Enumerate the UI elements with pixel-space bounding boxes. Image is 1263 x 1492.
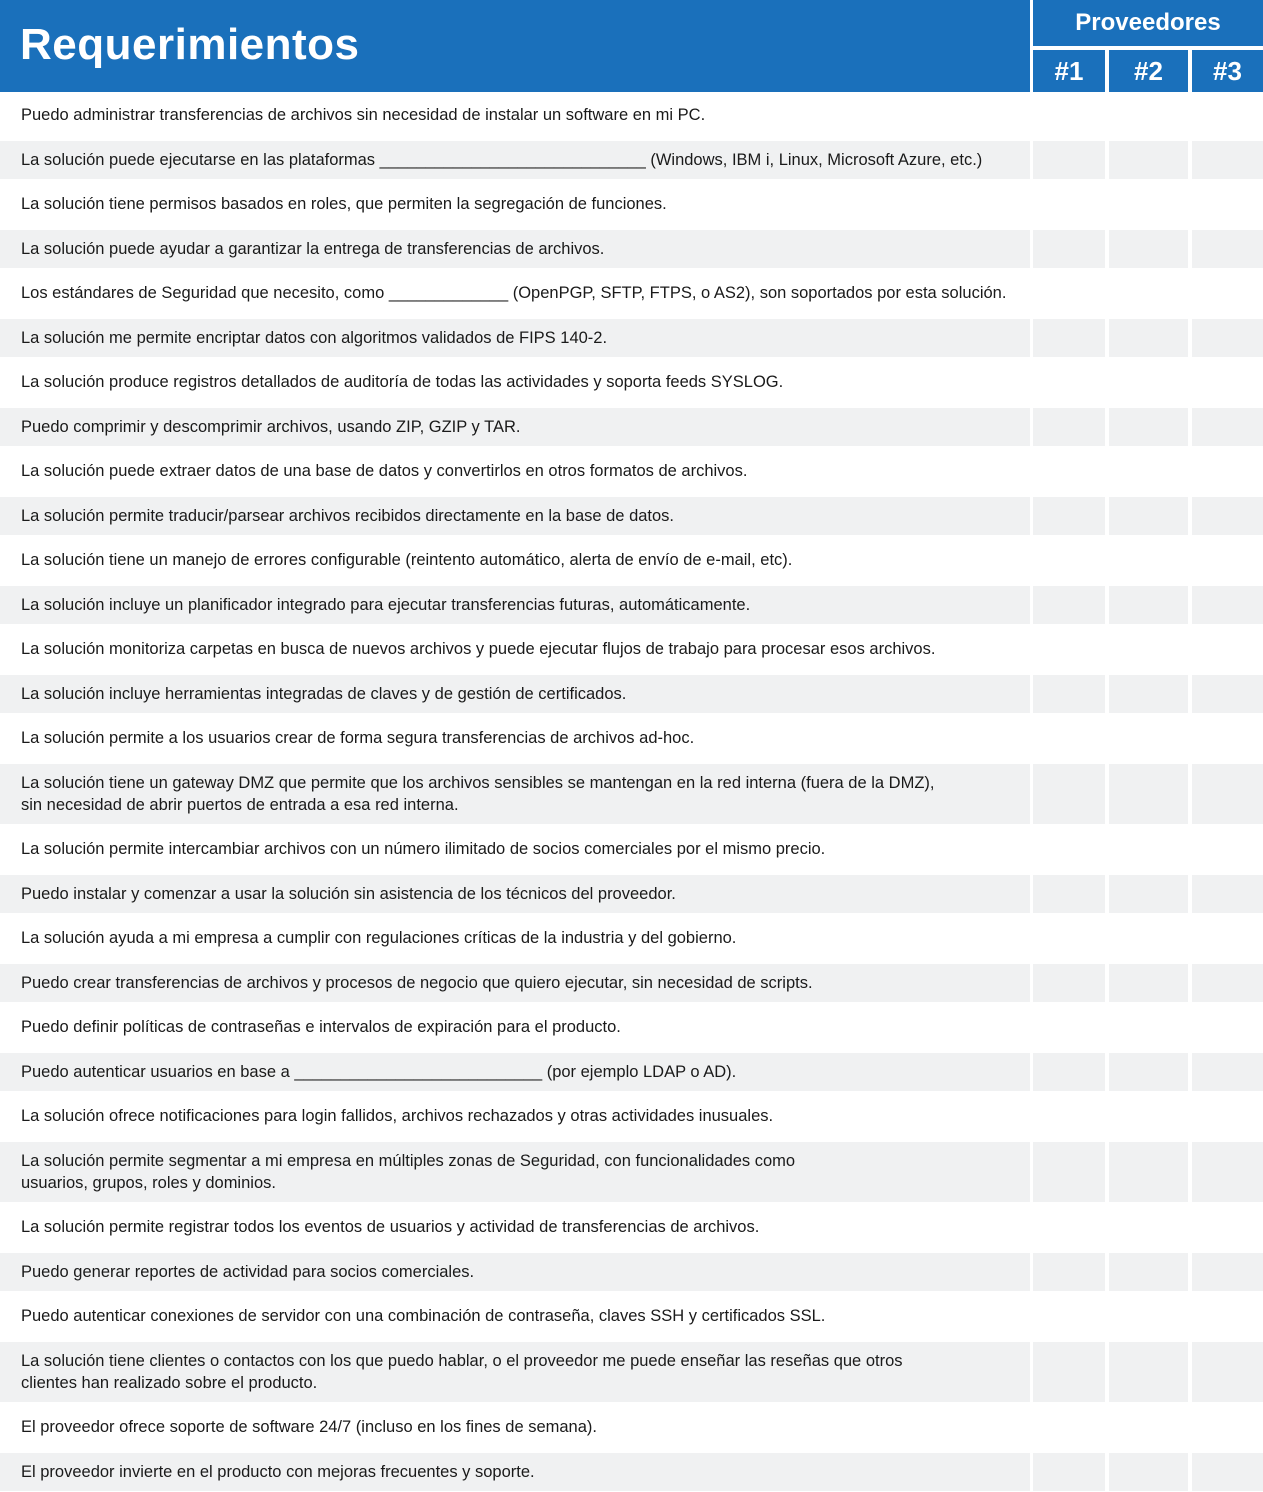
- requirement-text-cell: [0, 1453, 1030, 1491]
- provider-1-check-cell[interactable]: [1033, 675, 1105, 713]
- requirement-text-cell: [0, 319, 1030, 357]
- provider-1-heading: #1: [1033, 50, 1105, 92]
- requirement-row: [0, 675, 1263, 713]
- requirement-text: El proveedor invierte en el producto con mejoras frecuentes y soporte.: [21, 1462, 535, 1481]
- requirement-row: [0, 830, 1263, 868]
- provider-1-check-cell[interactable]: [1033, 964, 1105, 1002]
- requirement-text-cell: [0, 1208, 1030, 1246]
- provider-3-check-cell[interactable]: [1192, 764, 1263, 824]
- requirement-text: La solución incluye herramientas integradas de claves y de gestión de certificados.: [21, 684, 627, 703]
- title-banner: [0, 0, 1030, 92]
- providers-heading: Proveedores: [1033, 0, 1263, 46]
- requirement-text: La solución ofrece notificaciones para login fallidos, archivos rechazados y otras actividades inusuales.: [21, 1107, 774, 1125]
- requirement-row: [0, 1342, 1263, 1402]
- requirement-text: La solución me permite encriptar datos con algoritmos validados de FIPS 140-2.: [21, 328, 608, 347]
- requirement-row: [0, 497, 1263, 535]
- requirement-text: Los estándares de Seguridad que necesito, como _____________ (OpenPGP, SFTP, FTPS, o AS2), son soportados por esta solución.: [21, 284, 1007, 302]
- requirement-text-cell: [0, 230, 1030, 268]
- requirement-text: Puedo autenticar conexiones de servidor con una combinación de contraseña, claves SSH y certificados SSL.: [21, 1307, 826, 1325]
- provider-3-check-cell[interactable]: [1192, 319, 1263, 357]
- requirement-text: Puedo instalar y comenzar a usar la solución sin asistencia de los técnicos del proveedor.: [21, 884, 676, 903]
- provider-3-check-cell[interactable]: [1192, 185, 1263, 223]
- provider-2-check-cell[interactable]: [1109, 1297, 1188, 1335]
- requirement-text: La solución puede ejecutarse en las plataformas _____________________________ (Windows, IBM i, Linux, Microsoft Azure, etc.): [21, 150, 983, 169]
- provider-3-check-cell[interactable]: [1192, 1097, 1263, 1135]
- provider-1-check-cell[interactable]: [1033, 630, 1105, 668]
- requirement-text: Puedo comprimir y descomprimir archivos, usando ZIP, GZIP y TAR.: [21, 417, 521, 436]
- requirement-text-cell: [0, 1408, 1030, 1446]
- provider-2-check-cell[interactable]: [1109, 363, 1188, 401]
- provider-2-check-cell[interactable]: [1109, 1253, 1188, 1291]
- provider-2-check-cell[interactable]: [1109, 497, 1188, 535]
- requirement-text-cell: [0, 185, 1030, 223]
- requirement-text: La solución incluye un planificador integrado para ejecutar transferencias futuras, automáticamente.: [21, 595, 751, 614]
- requirement-row: [0, 541, 1263, 579]
- provider-2-heading: #2: [1109, 50, 1188, 92]
- provider-1-check-cell[interactable]: [1033, 586, 1105, 624]
- provider-2-check-cell[interactable]: [1109, 141, 1188, 179]
- provider-1-check-cell[interactable]: [1033, 185, 1105, 223]
- provider-3-check-cell[interactable]: [1192, 541, 1263, 579]
- provider-2-check-cell[interactable]: [1109, 1142, 1188, 1202]
- provider-3-check-cell[interactable]: [1192, 830, 1263, 868]
- provider-1-check-cell[interactable]: [1033, 830, 1105, 868]
- provider-2-check-cell[interactable]: [1109, 1408, 1188, 1446]
- provider-3-check-cell[interactable]: [1192, 1342, 1263, 1402]
- provider-1-check-cell[interactable]: [1033, 1053, 1105, 1091]
- table-header: [0, 0, 1263, 92]
- provider-1-check-cell[interactable]: [1033, 919, 1105, 957]
- provider-3-heading: #3: [1192, 50, 1263, 92]
- provider-1-check-cell[interactable]: [1033, 1408, 1105, 1446]
- provider-3-check-cell[interactable]: [1192, 274, 1263, 312]
- provider-2-check-cell[interactable]: [1109, 319, 1188, 357]
- requirement-row: [0, 1253, 1263, 1291]
- page-title: Requerimientos: [20, 20, 360, 69]
- requirement-text-cell: [0, 408, 1030, 446]
- requirement-row: [0, 1208, 1263, 1246]
- requirement-row: [0, 1097, 1263, 1135]
- requirement-row: [0, 1408, 1263, 1446]
- requirement-row: [0, 919, 1263, 957]
- requirement-text-cell: [0, 919, 1030, 957]
- provider-2-check-cell[interactable]: [1109, 452, 1188, 490]
- requirement-text-cell: [0, 830, 1030, 868]
- requirement-row: [0, 764, 1263, 824]
- requirement-text-cell: [0, 541, 1030, 579]
- provider-2-check-cell[interactable]: [1109, 1453, 1188, 1491]
- requirement-text-cell: [0, 1097, 1030, 1135]
- requirement-text: El proveedor ofrece soporte de software 24/7 (incluso en los fines de semana).: [21, 1418, 597, 1436]
- provider-1-check-cell[interactable]: [1033, 1453, 1105, 1491]
- requirement-row: [0, 319, 1263, 357]
- requirement-row: [0, 1008, 1263, 1046]
- provider-3-check-cell[interactable]: [1192, 497, 1263, 535]
- provider-2-check-cell[interactable]: [1109, 230, 1188, 268]
- requirement-text-cell: [0, 1297, 1030, 1335]
- requirement-text-cell: [0, 719, 1030, 757]
- requirement-text: La solución tiene clientes o contactos con los que puedo hablar, o el proveedor me puede enseñar las reseñas que otros clientes han realizado sobre el producto.: [21, 1351, 903, 1392]
- requirement-text: La solución tiene un gateway DMZ que permite que los archivos sensibles se mantengan en la red interna (fuera de la DMZ), sin necesidad de abrir puertos de entrada a esa red interna.: [21, 773, 935, 814]
- requirement-text: Puedo definir políticas de contraseñas e intervalos de expiración para el producto.: [21, 1018, 621, 1036]
- provider-3-check-cell[interactable]: [1192, 586, 1263, 624]
- provider-1-check-cell[interactable]: [1033, 1342, 1105, 1402]
- requirement-text: La solución ayuda a mi empresa a cumplir con regulaciones críticas de la industria y del gobierno.: [21, 929, 737, 947]
- provider-2-check-cell[interactable]: [1109, 185, 1188, 223]
- requirement-text: La solución permite intercambiar archivos con un número ilimitado de socios comerciales por el mismo precio.: [21, 840, 826, 858]
- requirement-text: La solución permite segmentar a mi empresa en múltiples zonas de Seguridad, con funcionalidades como usuarios, grupos, roles y dominios.: [21, 1151, 796, 1192]
- provider-1-check-cell[interactable]: [1033, 719, 1105, 757]
- requirement-text-cell: [0, 1142, 1030, 1202]
- requirement-text-cell: [0, 1253, 1030, 1291]
- provider-3-check-cell[interactable]: [1192, 96, 1263, 134]
- requirement-text: Puedo autenticar usuarios en base a ___________________________ (por ejemplo LDAP o AD).: [21, 1062, 737, 1081]
- requirement-row: [0, 719, 1263, 757]
- requirement-row: [0, 96, 1263, 134]
- requirement-text: La solución tiene un manejo de errores configurable (reintento automático, alerta de envío de e-mail, etc).: [21, 551, 793, 569]
- requirement-text-cell: [0, 1342, 1030, 1402]
- provider-2-check-cell[interactable]: [1109, 919, 1188, 957]
- requirement-text-cell: [0, 141, 1030, 179]
- requirement-row: [0, 1053, 1263, 1091]
- provider-1-check-cell[interactable]: [1033, 141, 1105, 179]
- requirement-text-cell: [0, 964, 1030, 1002]
- requirement-row: [0, 1142, 1263, 1202]
- provider-3-check-cell[interactable]: [1192, 408, 1263, 446]
- provider-3-check-cell[interactable]: [1192, 875, 1263, 913]
- provider-2-check-cell[interactable]: [1109, 1208, 1188, 1246]
- requirement-text-cell: [0, 586, 1030, 624]
- requirement-text-cell: [0, 630, 1030, 668]
- provider-2-check-cell[interactable]: [1109, 1008, 1188, 1046]
- requirement-text: La solución permite registrar todos los eventos de usuarios y actividad de transferencias de archivos.: [21, 1218, 760, 1236]
- provider-3-check-cell[interactable]: [1192, 719, 1263, 757]
- provider-2-check-cell[interactable]: [1109, 630, 1188, 668]
- requirement-row: [0, 630, 1263, 668]
- requirement-text: Puedo generar reportes de actividad para socios comerciales.: [21, 1262, 475, 1281]
- provider-2-check-cell[interactable]: [1109, 1097, 1188, 1135]
- provider-3-check-cell[interactable]: [1192, 230, 1263, 268]
- provider-1-check-cell[interactable]: [1033, 497, 1105, 535]
- provider-3-check-cell[interactable]: [1192, 919, 1263, 957]
- requirement-text-cell: [0, 875, 1030, 913]
- requirement-text: La solución permite a los usuarios crear de forma segura transferencias de archivos ad-hoc.: [21, 729, 695, 747]
- requirement-text: La solución tiene permisos basados en roles, que permiten la segregación de funciones.: [21, 195, 667, 213]
- provider-1-check-cell[interactable]: [1033, 1297, 1105, 1335]
- requirement-row: [0, 274, 1263, 312]
- provider-3-check-cell[interactable]: [1192, 675, 1263, 713]
- provider-2-check-cell[interactable]: [1109, 1053, 1188, 1091]
- requirement-text-cell: [0, 452, 1030, 490]
- requirement-row: [0, 185, 1263, 223]
- requirement-text-cell: [0, 764, 1030, 824]
- requirement-row: [0, 141, 1263, 179]
- requirement-text-cell: [0, 96, 1030, 134]
- requirement-row: [0, 1297, 1263, 1335]
- provider-3-check-cell[interactable]: [1192, 1253, 1263, 1291]
- provider-1-check-cell[interactable]: [1033, 1208, 1105, 1246]
- provider-2-check-cell[interactable]: [1109, 875, 1188, 913]
- requirement-row: [0, 586, 1263, 624]
- provider-2-check-cell[interactable]: [1109, 274, 1188, 312]
- provider-3-check-cell[interactable]: [1192, 1408, 1263, 1446]
- provider-1-check-cell[interactable]: [1033, 875, 1105, 913]
- provider-1-check-cell[interactable]: [1033, 96, 1105, 134]
- provider-1-check-cell[interactable]: [1033, 1008, 1105, 1046]
- requirement-text: Puedo administrar transferencias de archivos sin necesidad de instalar un software en mi PC.: [21, 106, 706, 124]
- requirement-text: La solución puede ayudar a garantizar la entrega de transferencias de archivos.: [21, 239, 605, 258]
- provider-1-check-cell[interactable]: [1033, 764, 1105, 824]
- provider-2-check-cell[interactable]: [1109, 586, 1188, 624]
- provider-3-check-cell[interactable]: [1192, 141, 1263, 179]
- provider-1-check-cell[interactable]: [1033, 1142, 1105, 1202]
- provider-2-check-cell[interactable]: [1109, 764, 1188, 824]
- provider-1-check-cell[interactable]: [1033, 452, 1105, 490]
- provider-3-check-cell[interactable]: [1192, 630, 1263, 668]
- requirement-text: Puedo crear transferencias de archivos y procesos de negocio que quiero ejecutar, sin necesidad de scripts.: [21, 973, 813, 992]
- requirement-row: [0, 452, 1263, 490]
- requirement-row: [0, 1453, 1263, 1491]
- provider-3-check-cell[interactable]: [1192, 363, 1263, 401]
- provider-2-check-cell[interactable]: [1109, 96, 1188, 134]
- provider-2-check-cell[interactable]: [1109, 408, 1188, 446]
- provider-2-check-cell[interactable]: [1109, 1342, 1188, 1402]
- provider-1-check-cell[interactable]: [1033, 363, 1105, 401]
- provider-3-check-cell[interactable]: [1192, 1008, 1263, 1046]
- requirement-text: La solución produce registros detallados de auditoría de todas las actividades y soporta feeds SYSLOG.: [21, 373, 784, 391]
- provider-1-check-cell[interactable]: [1033, 1097, 1105, 1135]
- requirement-text: La solución puede extraer datos de una base de datos y convertirlos en otros formatos de archivos.: [21, 462, 748, 480]
- provider-2-check-cell[interactable]: [1109, 675, 1188, 713]
- requirement-row: [0, 363, 1263, 401]
- requirement-text-cell: [0, 497, 1030, 535]
- provider-1-check-cell[interactable]: [1033, 230, 1105, 268]
- requirement-row: [0, 230, 1263, 268]
- provider-3-check-cell[interactable]: [1192, 1297, 1263, 1335]
- provider-3-check-cell[interactable]: [1192, 1208, 1263, 1246]
- requirement-text-cell: [0, 274, 1030, 312]
- requirement-text-cell: [0, 1053, 1030, 1091]
- provider-3-check-cell[interactable]: [1192, 964, 1263, 1002]
- requirement-row: [0, 875, 1263, 913]
- provider-2-check-cell[interactable]: [1109, 719, 1188, 757]
- requirement-text-cell: [0, 363, 1030, 401]
- requirement-text: La solución monitoriza carpetas en busca de nuevos archivos y puede ejecutar flujos de trabajo para procesar esos archivos.: [21, 640, 936, 658]
- provider-3-check-cell[interactable]: [1192, 452, 1263, 490]
- requirement-row: [0, 964, 1263, 1002]
- provider-1-check-cell[interactable]: [1033, 541, 1105, 579]
- provider-2-check-cell[interactable]: [1109, 541, 1188, 579]
- provider-3-check-cell[interactable]: [1192, 1142, 1263, 1202]
- requirement-row: [0, 408, 1263, 446]
- provider-3-check-cell[interactable]: [1192, 1453, 1263, 1491]
- provider-1-check-cell[interactable]: [1033, 319, 1105, 357]
- provider-2-check-cell[interactable]: [1109, 830, 1188, 868]
- provider-3-check-cell[interactable]: [1192, 1053, 1263, 1091]
- provider-2-check-cell[interactable]: [1109, 964, 1188, 1002]
- provider-1-check-cell[interactable]: [1033, 1253, 1105, 1291]
- provider-1-check-cell[interactable]: [1033, 408, 1105, 446]
- requirement-text-cell: [0, 1008, 1030, 1046]
- requirement-text: La solución permite traducir/parsear archivos recibidos directamente en la base de datos.: [21, 506, 675, 525]
- requirement-text-cell: [0, 675, 1030, 713]
- provider-1-check-cell[interactable]: [1033, 274, 1105, 312]
